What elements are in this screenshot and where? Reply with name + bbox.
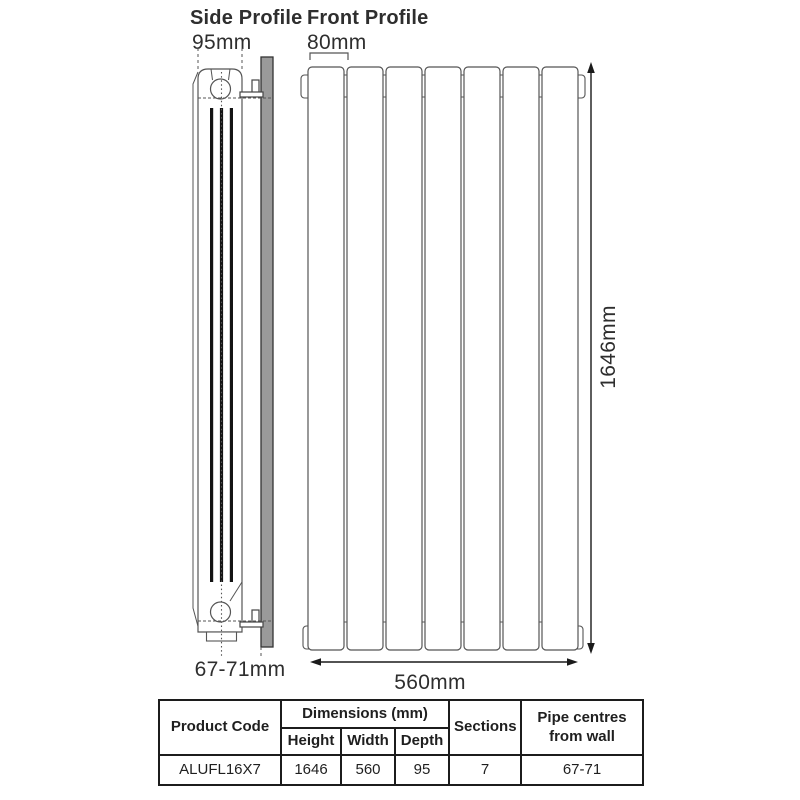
cell-width: 560 (341, 755, 395, 785)
header-height: Height (281, 728, 341, 755)
panel-section (542, 67, 578, 650)
panel-section (347, 67, 383, 650)
cell-height: 1646 (281, 755, 341, 785)
pipe-centres-label: 67-71mm (194, 658, 286, 681)
front-profile-section-width-label: 80mm (307, 31, 367, 54)
bottom-wall-bracket (240, 610, 263, 627)
section-width-bracket (310, 53, 348, 60)
panel-section (464, 67, 500, 650)
bottom-pipe-circle (211, 602, 231, 622)
panel-section (308, 67, 344, 650)
spec-table-container (158, 699, 642, 786)
header-sections: Sections (449, 700, 521, 755)
side-profile-title: Side Profile (190, 7, 303, 29)
spec-table (158, 699, 644, 786)
top-wall-bracket (240, 80, 263, 97)
cell-sections: 7 (449, 755, 521, 785)
height-dimension-label: 1646mm (597, 305, 620, 389)
header-product-code: Product Code (159, 700, 281, 755)
width-dimension (310, 658, 578, 694)
front-profile-title: Front Profile (307, 7, 429, 29)
width-dimension-label: 560mm (394, 671, 466, 694)
front-profile-drawing (301, 7, 620, 694)
wall-bar (261, 57, 273, 647)
panel-section (425, 67, 461, 650)
top-pipe-circle (211, 79, 231, 99)
panel-section (386, 67, 422, 650)
panel-section (503, 67, 539, 650)
header-pipe-centres: Pipe centres from wall (521, 700, 643, 755)
header-depth: Depth (395, 728, 449, 755)
cell-depth: 95 (395, 755, 449, 785)
side-profile-drawing (190, 7, 302, 681)
cell-pipe-centres: 67-71 (521, 755, 643, 785)
height-dimension (587, 62, 620, 654)
side-bottom-foot (207, 632, 237, 641)
side-profile-depth-label: 95mm (192, 31, 252, 54)
header-dimensions-group: Dimensions (mm) (281, 700, 449, 728)
fin-line (210, 108, 213, 582)
cell-product-code: ALUFL16X7 (159, 755, 281, 785)
table-row (159, 755, 643, 785)
header-width: Width (341, 728, 395, 755)
front-panels (308, 67, 578, 650)
fin-line (230, 108, 233, 582)
